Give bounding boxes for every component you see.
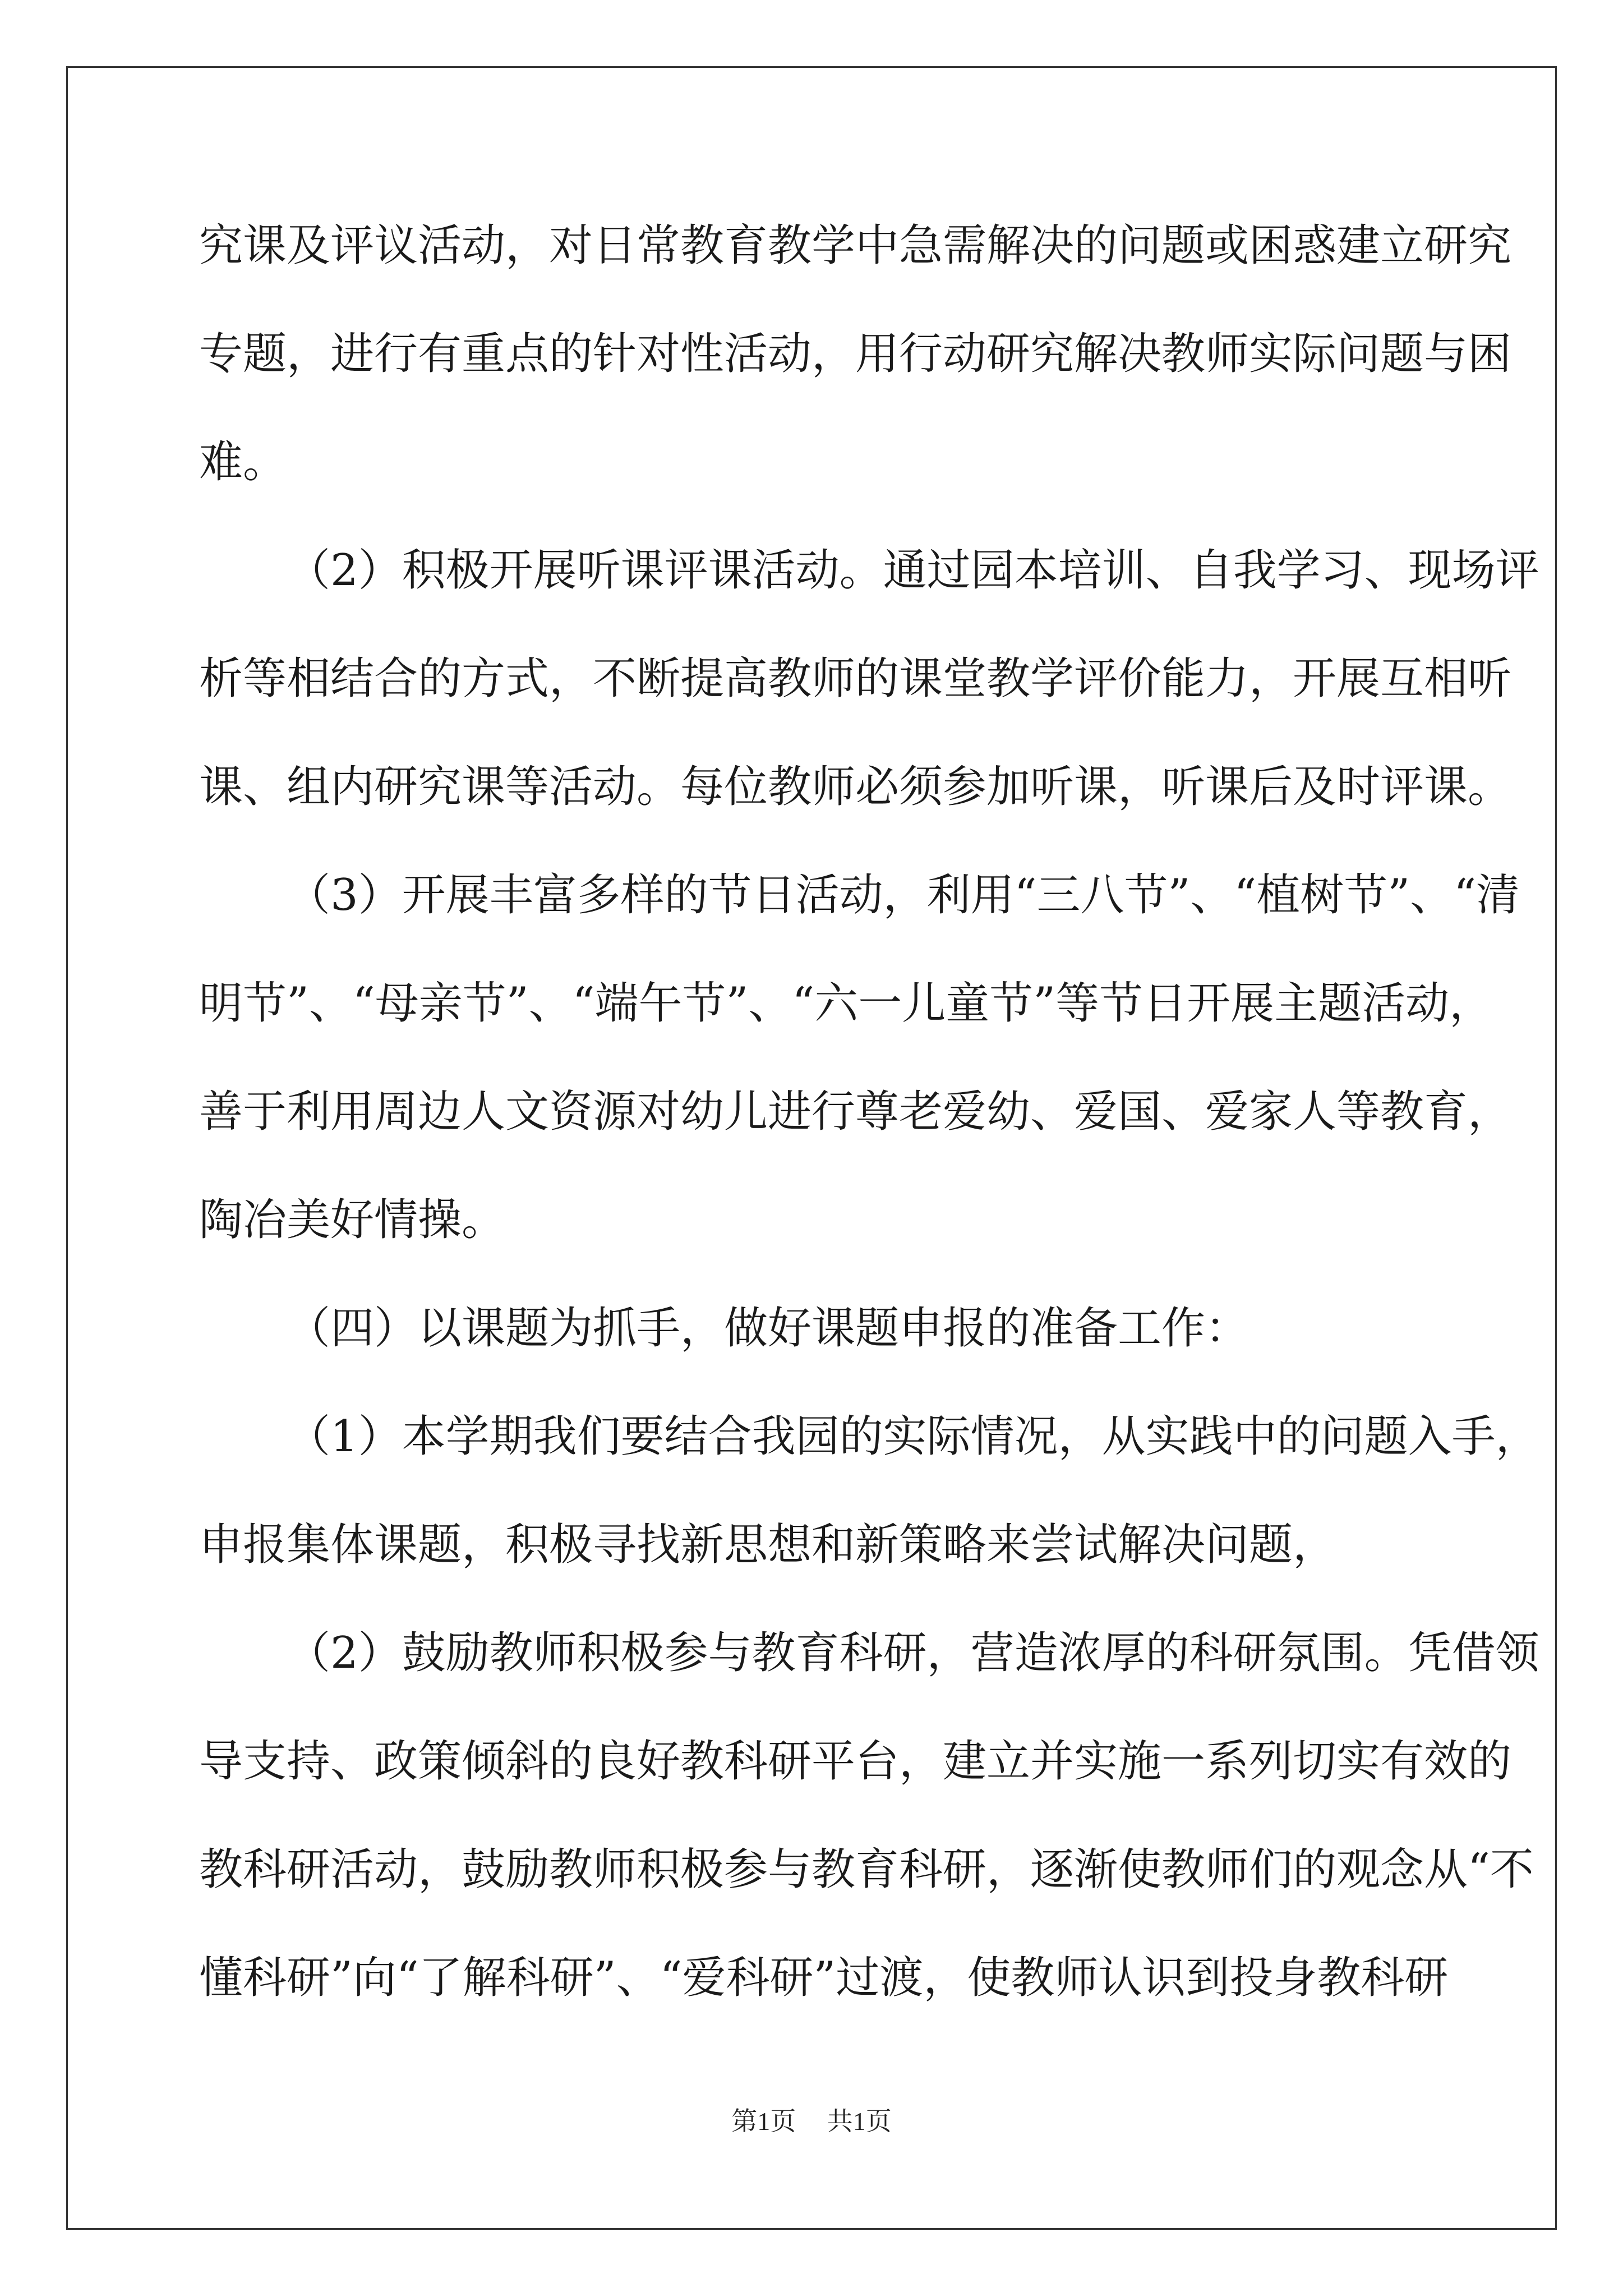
text-line: （3）开展丰富多样的节日活动，利用“三八节”、“植树节”、“清 — [287, 870, 1520, 921]
page-border — [66, 66, 1557, 2230]
text-line: 懂科研”向“了解科研”、“爱科研”过渡，使教师认识到投身教科研 — [199, 1953, 1449, 2003]
page-number: 第1页 — [731, 2107, 796, 2136]
text-line: 明节”、“母亲节”、“端午节”、“六一儿童节”等节日开展主题活动， — [199, 978, 1493, 1029]
text-line: 申报集体课题，积极寻找新思想和新策略来尝试解决问题， — [199, 1520, 1337, 1570]
text-line: 导支持、政策倾斜的良好教科研平台，建立并实施一系列切实有效的 — [199, 1736, 1512, 1787]
total-pages: 共1页 — [827, 2107, 892, 2136]
text-line: 难。 — [199, 437, 287, 487]
text-line: 教科研活动，鼓励教师积极参与教育科研，逐渐使教师们的观念从“不 — [199, 1844, 1534, 1895]
text-line: 课、组内研究课等活动。每位教师必须参加听课，听课后及时评课。 — [199, 762, 1512, 812]
text-line: 究课及评议活动，对日常教育教学中急需解决的问题或困惑建立研究 — [199, 220, 1512, 271]
text-line: 善于利用周边人文资源对幼儿进行尊老爱幼、爱国、爱家人等教育， — [199, 1087, 1512, 1137]
text-line: （1）本学期我们要结合我园的实际情况，从实践中的问题入手， — [287, 1411, 1539, 1462]
text-line: （2）鼓励教师积极参与教育科研，营造浓厚的科研氛围。凭借领 — [287, 1628, 1539, 1678]
text-line: 陶冶美好情操。 — [199, 1195, 506, 1245]
text-line: 专题，进行有重点的针对性活动，用行动研究解决教师实际问题与困 — [199, 329, 1512, 379]
text-line: （2）积极开展听课评课活动。通过园本培训、自我学习、现场评 — [287, 545, 1539, 596]
page-footer — [0, 2101, 1623, 2138]
text-line: （四）以课题为抓手，做好课题申报的准备工作： — [287, 1303, 1249, 1354]
text-line: 析等相结合的方式，不断提高教师的课堂教学评价能力，开展互相听 — [199, 654, 1512, 704]
